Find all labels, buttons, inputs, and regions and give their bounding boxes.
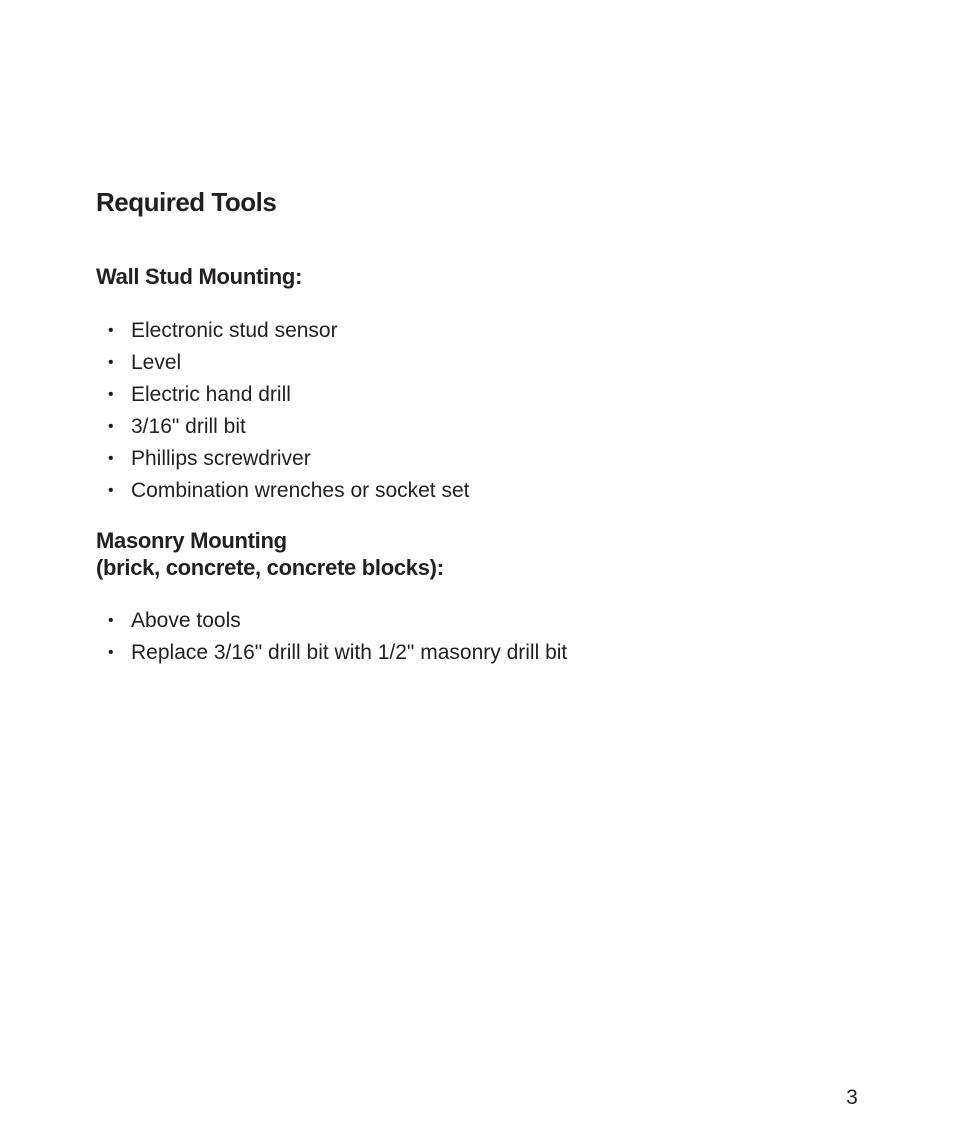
bullet-icon: • xyxy=(108,612,114,629)
heading-line: Masonry Mounting xyxy=(96,528,287,553)
list-item-text: 3/16" drill bit xyxy=(131,415,246,438)
page-number: 3 xyxy=(846,1086,858,1109)
list-item-text: Electronic stud sensor xyxy=(131,319,338,342)
list-item xyxy=(96,605,567,637)
bullet-icon: • xyxy=(108,450,114,467)
masonry-tools-list xyxy=(96,605,567,669)
bullet-icon: • xyxy=(108,482,114,499)
list-item xyxy=(96,315,470,347)
bullet-icon: • xyxy=(108,322,114,339)
list-item xyxy=(96,475,470,507)
wall-stud-mounting-heading xyxy=(96,263,302,290)
list-item xyxy=(96,347,470,379)
list-item-text: Level xyxy=(131,351,182,374)
bullet-icon: • xyxy=(108,354,114,371)
bullet-icon: • xyxy=(108,386,114,403)
bullet-icon: • xyxy=(108,418,114,435)
heading-line: (brick, concrete, concrete blocks): xyxy=(96,555,444,580)
bullet-icon: • xyxy=(108,644,114,661)
list-item xyxy=(96,411,470,443)
masonry-mounting-heading xyxy=(96,527,444,581)
list-item xyxy=(96,443,470,475)
heading-line: Wall Stud Mounting: xyxy=(96,264,303,289)
list-item-text: Phillips screwdriver xyxy=(131,447,311,470)
list-item-text: Replace 3/16" drill bit with 1/2" masonry drill bit xyxy=(131,641,568,664)
wall-stud-tools-list xyxy=(96,315,470,507)
list-item-text: Combination wrenches or socket set xyxy=(131,479,470,502)
list-item xyxy=(96,379,470,411)
page-title: Required Tools xyxy=(96,187,277,217)
list-item xyxy=(96,637,567,669)
list-item-text: Above tools xyxy=(131,609,241,632)
list-item-text: Electric hand drill xyxy=(131,383,291,406)
